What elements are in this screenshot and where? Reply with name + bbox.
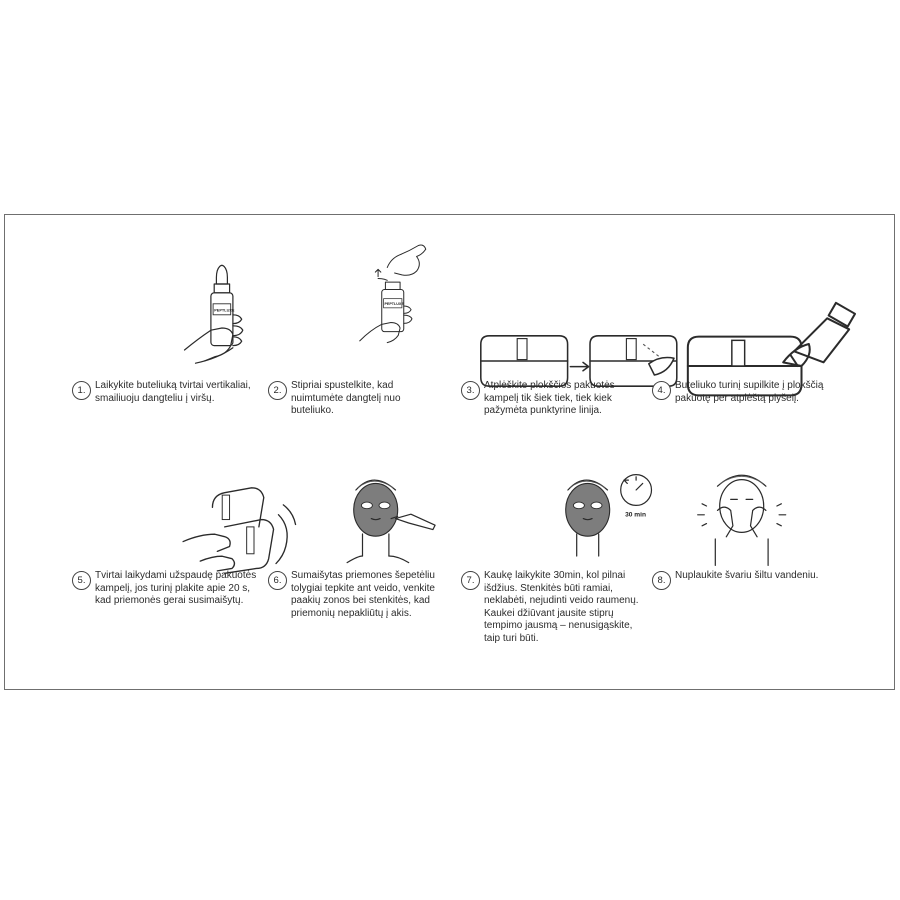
- step-number-badge: 3.: [461, 381, 480, 400]
- step-2-caption: [268, 380, 478, 418]
- step-8-caption: [652, 570, 862, 590]
- step-7-caption: [461, 570, 671, 645]
- step-3-caption: [461, 380, 671, 418]
- step-text: Tvirtai laikydami užspaudę pakuotės kampelį, jos turinį plakite apie 20 s, kad priemonės gerai susimaišytų.: [95, 570, 257, 606]
- step-1-caption: [72, 380, 282, 405]
- step-number-badge: 1.: [72, 381, 91, 400]
- step-text: Laikykite buteliuką tvirtai vertikaliai, smailiuoju dangteliu į viršų.: [95, 380, 251, 404]
- timer-label: 30 min: [625, 511, 646, 519]
- svg-text:PEPTLUXE: PEPTLUXE: [214, 308, 235, 313]
- step-number-badge: 6.: [268, 571, 287, 590]
- hand-pressing-cap-icon: [296, 240, 506, 350]
- step-text: Buteliuko turinį supilkite į plokščią pakuotę per atplėštą plyšelį.: [675, 380, 824, 404]
- washing-face-icon: [640, 462, 850, 572]
- step-text: Kaukę laikykite 30min, kol pilnai išdžius. Stenkitės būti ramiai, neklabėti, nejudinti veido raumenų. Kaukei džiūvant jausite stiprų tempimo jausmą – nenusigąskite, taip turi būti.: [484, 570, 639, 644]
- step-text: Sumaišytas priemones šepetėliu tolygiai tepkite ant veido, venkite paakių zonos bei stenkitės, kad priemonių nepakliūtų į akis.: [291, 570, 435, 619]
- svg-text:PEPTLUXE: PEPTLUXE: [384, 302, 404, 307]
- step-number-badge: 5.: [72, 571, 91, 590]
- step-number-badge: 4.: [652, 381, 671, 400]
- step-number-badge: 7.: [461, 571, 480, 590]
- step-5-caption: [72, 570, 282, 608]
- step-text: Stipriai spustelkite, kad nuimtumėte dangtelį nuo buteliuko.: [291, 380, 401, 416]
- step-text: Nuplaukite švariu šiltu vandeniu.: [675, 570, 819, 581]
- brush-face-icon: [296, 468, 506, 578]
- step-text: Atplėškite plokščios pakuotės kampelį tik šiek tiek, tiek kiek pažymėta punktyrine linija.: [484, 380, 615, 416]
- step-6-caption: [268, 570, 478, 620]
- step-4-caption: [652, 380, 862, 405]
- step-number-badge: 8.: [652, 571, 671, 590]
- step-number-badge: 2.: [268, 381, 287, 400]
